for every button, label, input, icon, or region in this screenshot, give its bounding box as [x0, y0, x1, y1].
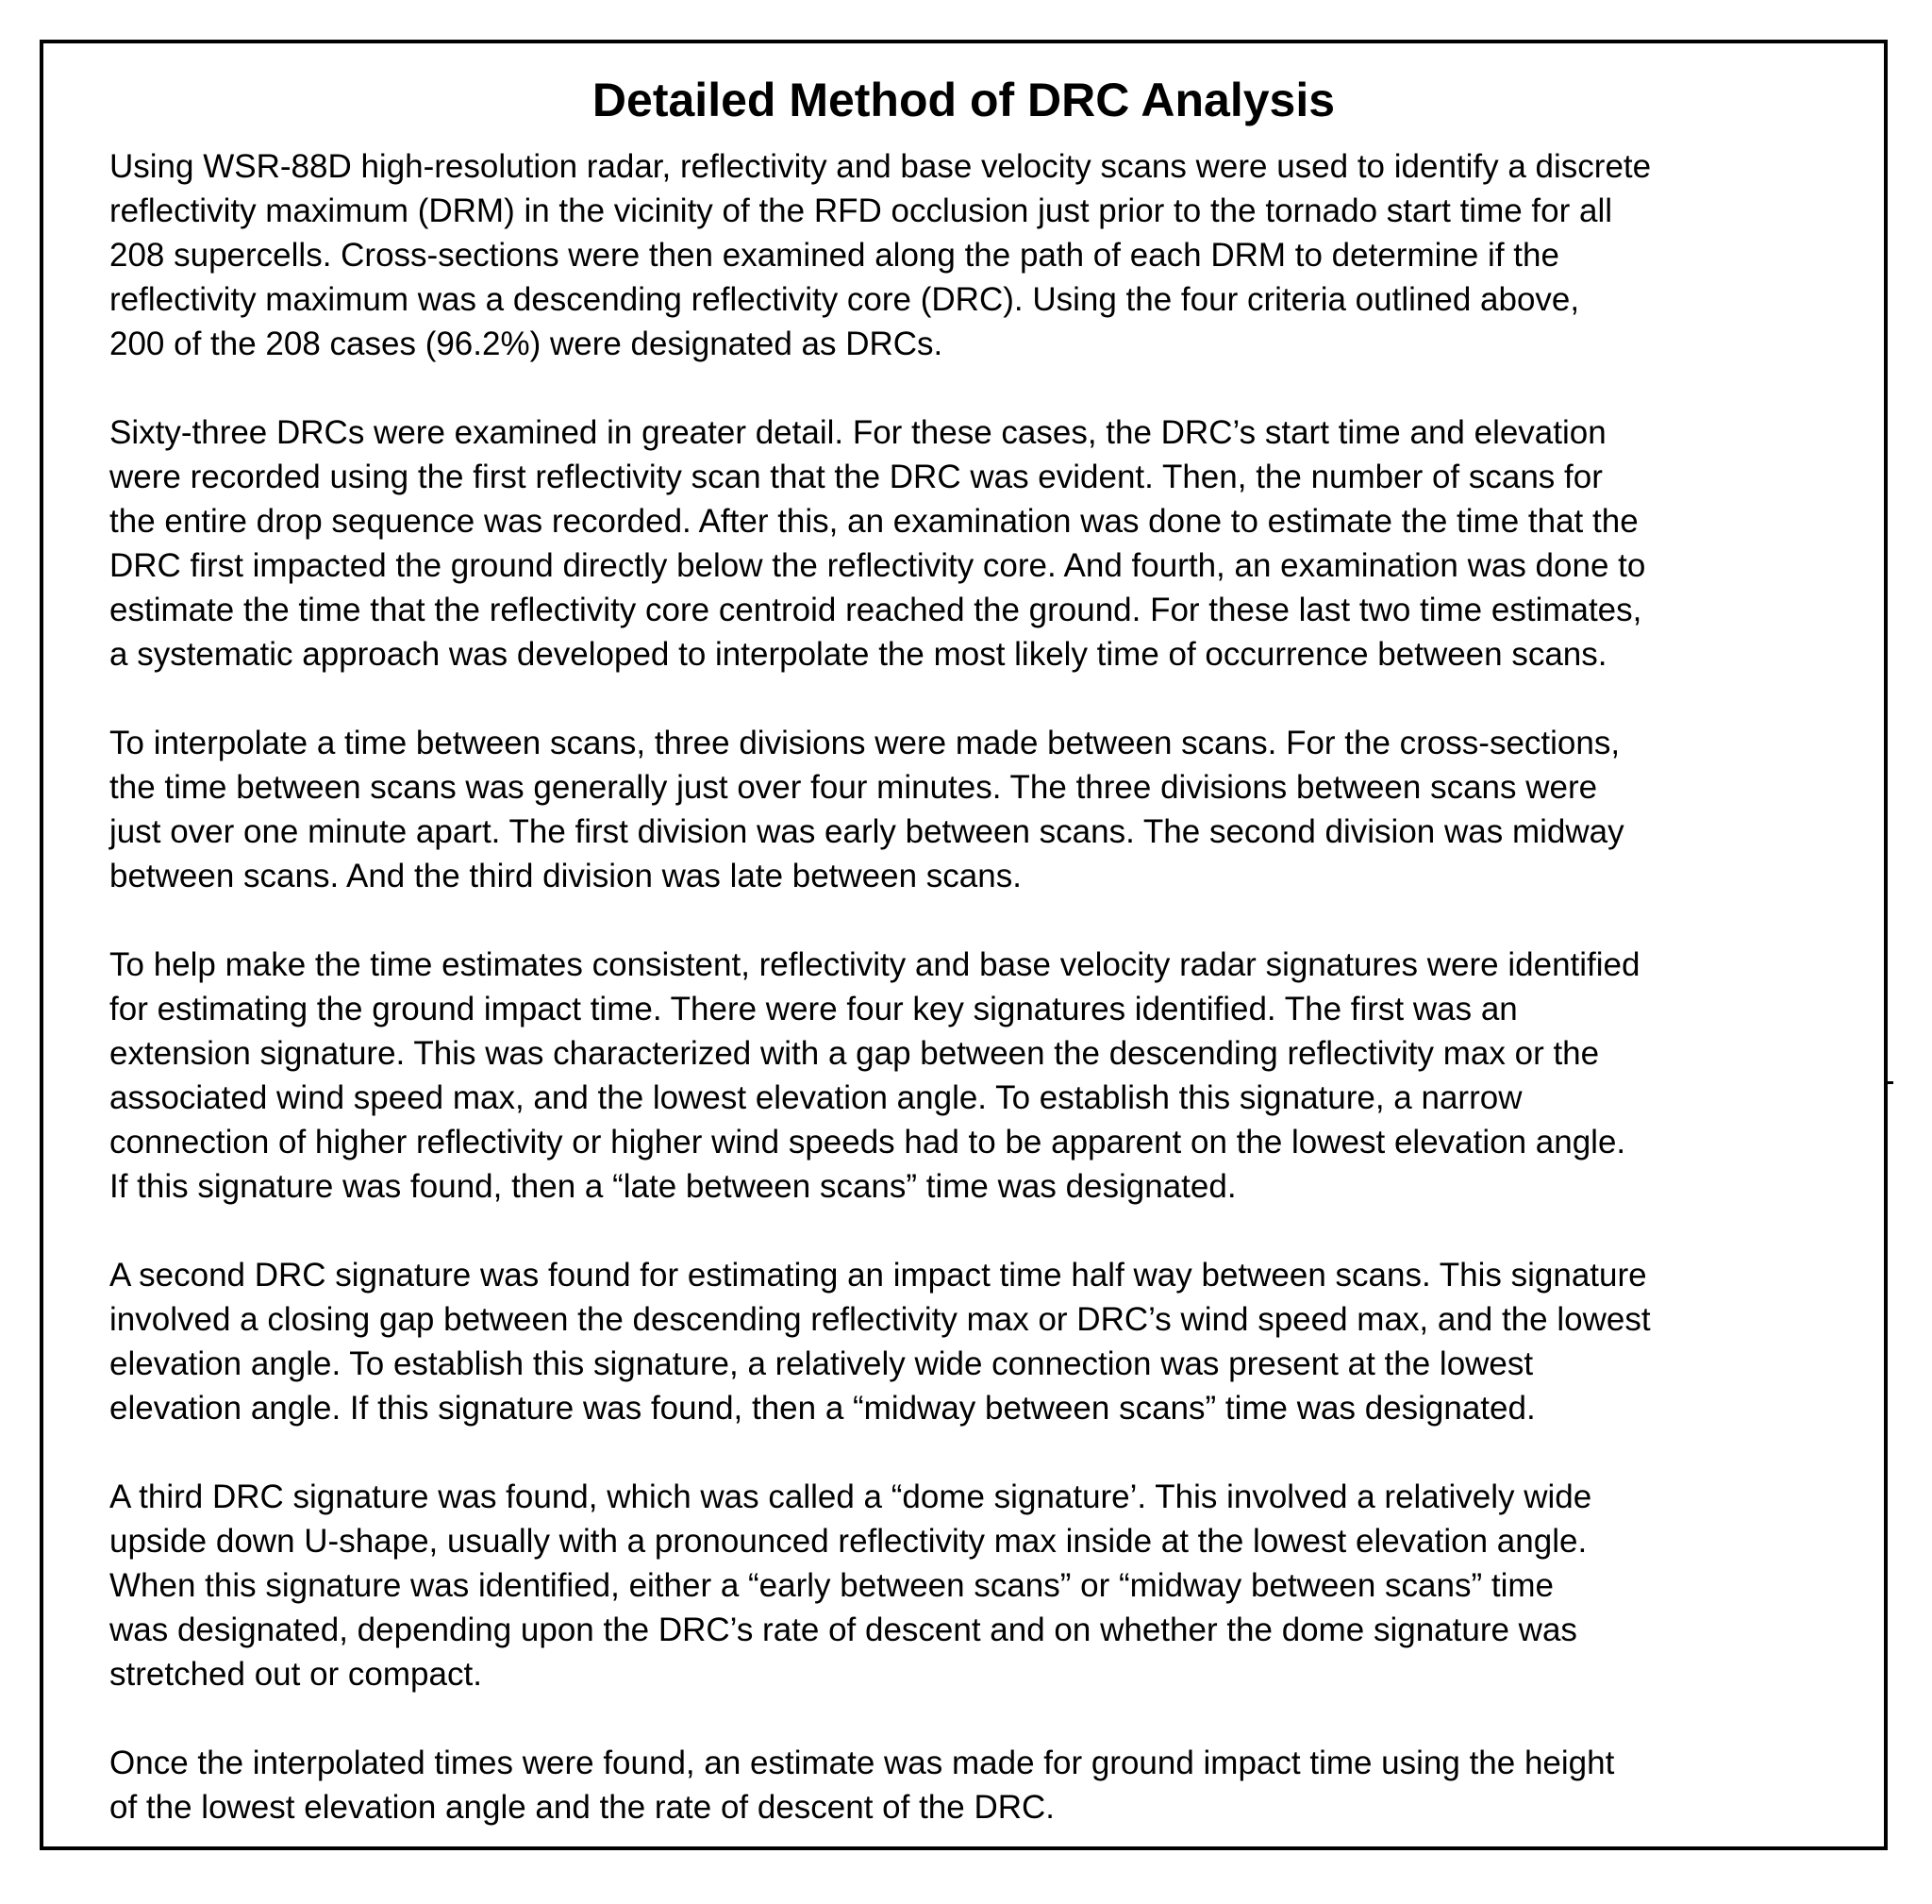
text-line: extension signature. This was characterized with a gap between the descending reflectivity max or the: [109, 1035, 1600, 1072]
text-line: a systematic approach was developed to interpolate the most likely time of occurrence between scans.: [109, 636, 1607, 673]
text-line: estimate the time that the reflectivity core centroid reached the ground. For these last two time estimates,: [109, 592, 1642, 628]
text-line: of the lowest elevation angle and the rate of descent of the DRC.: [109, 1789, 1056, 1826]
text-line: Sixty-three DRCs were examined in greater detail. For these cases, the DRC’s start time and elevation: [109, 414, 1607, 451]
text-line: was designated, depending upon the DRC’s rate of descent and on whether the dome signature was: [109, 1612, 1577, 1648]
border-tick-mark: [1888, 1081, 1893, 1084]
paragraph-drm-identification: [109, 144, 1864, 366]
text-line: the time between scans was generally just over four minutes. The three divisions between scans were: [109, 769, 1598, 806]
text-line: 200 of the 208 cases (96.2%) were designated as DRCs.: [109, 326, 943, 362]
text-line: Using WSR-88D high-resolution radar, reflectivity and base velocity scans were used to identify a discrete: [109, 148, 1652, 185]
paragraph-extension-signature: [109, 943, 1864, 1209]
text-line: elevation angle. If this signature was found, then a “midway between scans” time was designated.: [109, 1390, 1536, 1427]
text-line: stretched out or compact.: [109, 1656, 482, 1693]
text-line: Once the interpolated times were found, an estimate was made for ground impact time using the height: [109, 1745, 1615, 1781]
text-line: involved a closing gap between the descending reflectivity max or DRC’s wind speed max, and the lowest: [109, 1301, 1651, 1338]
text-line: just over one minute apart. The first division was early between scans. The second division was midway: [109, 813, 1624, 850]
paragraph-ground-impact-estimate: [109, 1741, 1864, 1829]
text-line: When this signature was identified, either a “early between scans” or “midway between scans” time: [109, 1567, 1554, 1604]
text-line: To help make the time estimates consistent, reflectivity and base velocity radar signatures were identified: [109, 946, 1641, 983]
text-line: for estimating the ground impact time. There were four key signatures identified. The first was an: [109, 991, 1518, 1027]
text-line: connection of higher reflectivity or higher wind speeds had to be apparent on the lowest elevation angle.: [109, 1124, 1626, 1161]
text-line: 208 supercells. Cross-sections were then examined along the path of each DRM to determine if the: [109, 237, 1559, 274]
document-body: [109, 144, 1864, 1874]
text-line: A second DRC signature was found for estimating an impact time half way between scans. This signature: [109, 1257, 1647, 1294]
text-line: the entire drop sequence was recorded. After this, an examination was done to estimate the time that the: [109, 503, 1639, 540]
text-line: upside down U-shape, usually with a pronounced reflectivity max inside at the lowest elevation angle.: [109, 1523, 1588, 1560]
text-line: between scans. And the third division was late between scans.: [109, 858, 1022, 894]
text-line: If this signature was found, then a “late between scans” time was designated.: [109, 1168, 1237, 1205]
document-title: Detailed Method of DRC Analysis: [591, 74, 1336, 126]
text-line: elevation angle. To establish this signature, a relatively wide connection was present at the lowest: [109, 1345, 1534, 1382]
document-border: [40, 40, 1888, 1850]
text-line: DRC first impacted the ground directly below the reflectivity core. And fourth, an examination was done to: [109, 547, 1646, 584]
paragraph-interpolation: [109, 721, 1864, 898]
paragraph-dome-signature: [109, 1475, 1864, 1696]
text-line: reflectivity maximum (DRM) in the vicinity of the RFD occlusion just prior to the tornado start time for all: [109, 192, 1612, 229]
text-line: associated wind speed max, and the lowest elevation angle. To establish this signature, a narrow: [109, 1079, 1523, 1116]
paragraph-detailed-examination: [109, 410, 1864, 676]
text-line: A third DRC signature was found, which was called a “dome signature’. This involved a relatively wide: [109, 1478, 1592, 1515]
paragraph-closing-gap-signature: [109, 1253, 1864, 1430]
text-line: were recorded using the first reflectivity scan that the DRC was evident. Then, the number of scans for: [109, 459, 1603, 495]
text-line: reflectivity maximum was a descending reflectivity core (DRC). Using the four criteria outlined above,: [109, 281, 1580, 318]
text-line: To interpolate a time between scans, three divisions were made between scans. For the cross-sections,: [109, 725, 1621, 761]
